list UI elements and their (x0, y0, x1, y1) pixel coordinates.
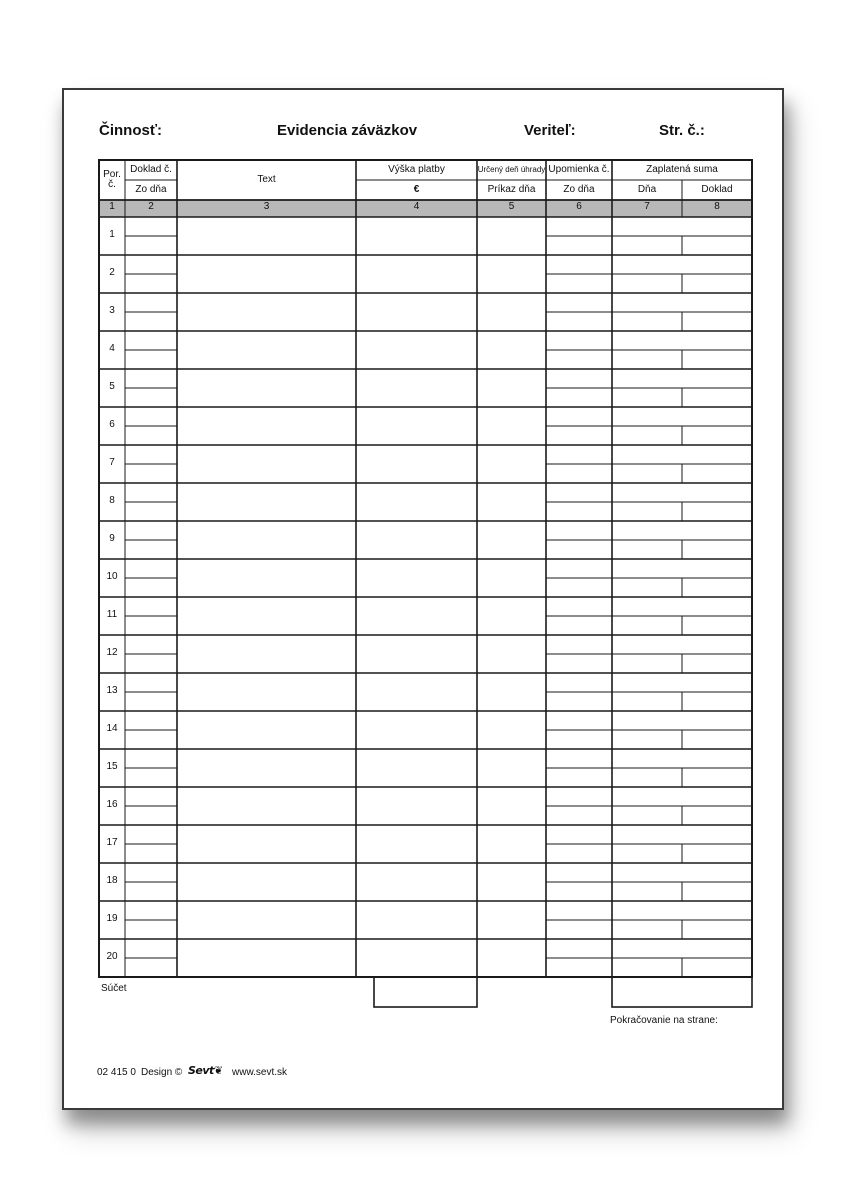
row-number: 15 (106, 761, 118, 772)
col-header-euro: € (413, 183, 420, 195)
row-number: 17 (106, 837, 118, 848)
col-number-3: 3 (263, 201, 270, 212)
col-number-6: 6 (576, 201, 582, 212)
row-number: 8 (109, 495, 115, 506)
col-header-upomienka: Upomienka č. (548, 163, 610, 175)
col-header-upomienka-zo-dna: Zo dňa (563, 183, 595, 195)
col-header-doklad2: Doklad (701, 183, 733, 195)
form-title: Evidencia záväzkov (277, 122, 418, 139)
form-code: 02 415 0 (97, 1067, 136, 1078)
row-number: 9 (109, 533, 115, 544)
sevt-logo-text: Sevt (188, 1064, 214, 1077)
row-number: 4 (109, 343, 115, 354)
col-header-por-text: Por. (103, 168, 121, 180)
leaf-icon: ❦ (213, 1064, 223, 1077)
sucet-label: Súčet (101, 983, 127, 994)
row-number: 13 (106, 685, 118, 696)
ledger-grid (64, 90, 782, 1108)
sevt-logo (188, 1064, 223, 1077)
design-label: Design © (141, 1067, 183, 1078)
col-number-4: 4 (413, 201, 420, 212)
col-header-zaplatena: Zaplatená suma (646, 163, 718, 175)
sum-box-vyska (374, 977, 477, 1007)
col-number-2: 2 (148, 201, 154, 212)
row-number: 5 (109, 381, 115, 392)
col-header-por (99, 160, 125, 200)
table-border (99, 160, 752, 977)
col-header-doklad-zo-dna: Zo dňa (135, 183, 167, 195)
row-number: 10 (106, 571, 118, 582)
col-number-5: 5 (508, 201, 515, 212)
col-number-1: 1 (109, 201, 115, 212)
row-number: 14 (106, 723, 118, 734)
form-sheet (62, 88, 784, 1110)
website-link: www.sevt.sk (232, 1067, 288, 1078)
row-number: 19 (106, 913, 118, 924)
row-number: 18 (106, 875, 118, 886)
row-number: 11 (106, 609, 118, 620)
row-number: 7 (109, 457, 115, 468)
col-number-7: 7 (644, 201, 650, 212)
cinnost-label: Činnosť: (99, 122, 163, 139)
col-header-urceny: Určený deň úhrady (477, 164, 546, 174)
row-number: 2 (109, 267, 115, 278)
veritel-label: Veriteľ: (524, 122, 576, 139)
row-number: 1 (109, 229, 115, 240)
page-number-label: Str. č.: (659, 122, 705, 139)
row-number: 6 (109, 419, 115, 430)
col-header-vyska: Výška platby (388, 163, 445, 175)
col-header-por-c-text: č. (108, 179, 116, 190)
col-number-8: 8 (714, 201, 720, 212)
col-header-doklad: Doklad č. (130, 163, 172, 175)
col-header-text: Text (257, 173, 276, 185)
row-number: 20 (106, 951, 118, 962)
pokracovanie-label: Pokračovanie na strane: (610, 1015, 718, 1026)
row-number: 12 (106, 647, 118, 658)
row-number: 3 (109, 305, 115, 316)
col-header-prikaz: Príkaz dňa (487, 183, 536, 195)
sum-box-zaplatena (612, 977, 752, 1007)
col-header-dna: Dňa (637, 183, 657, 195)
row-number: 16 (106, 799, 118, 810)
